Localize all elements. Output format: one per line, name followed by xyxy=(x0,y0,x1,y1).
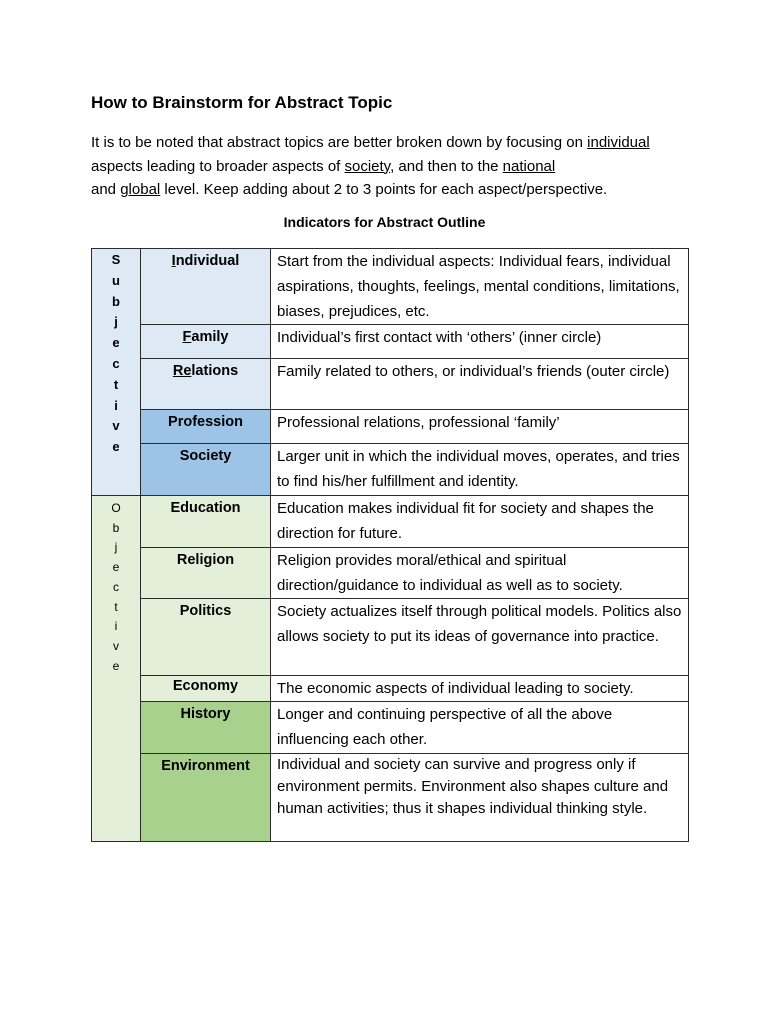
description-cell: Start from the individual aspects: Individual fears, individual aspirations, thoughts, feelings, mental conditions, limitations, biases, prejudices, etc. xyxy=(271,249,689,325)
intro-text: It is to be noted that abstract topics are better broken down by focusing on xyxy=(91,134,588,151)
table-row xyxy=(92,548,689,599)
indicator-cell xyxy=(141,325,271,359)
indicator-label: Environment xyxy=(161,758,250,774)
indicator-cell xyxy=(141,359,271,410)
indicator-label: History xyxy=(180,706,231,722)
description-cell: Education makes individual fit for society and shapes the direction for future. xyxy=(271,496,689,548)
indicator-label: Politics xyxy=(179,603,232,619)
side-label-letter: b xyxy=(112,293,120,309)
indicator-cell xyxy=(141,444,271,496)
side-label-letter: c xyxy=(113,579,119,594)
description-cell: Professional relations, professional ‘family’ xyxy=(271,410,689,444)
table-row xyxy=(92,496,689,548)
description-cell: Individual’s first contact with ‘others’ (inner circle) xyxy=(271,325,689,359)
side-label-letter: v xyxy=(113,638,119,653)
intro-text: and xyxy=(91,181,121,198)
indicator-cell xyxy=(141,249,271,325)
side-label-letter: c xyxy=(112,355,120,371)
underlined-term-national: national xyxy=(502,157,556,175)
side-label-letter: e xyxy=(112,560,120,575)
side-label-letter: i xyxy=(114,397,118,413)
underlined-term-global: global xyxy=(120,181,161,198)
side-label-letter: b xyxy=(112,520,120,535)
side-label-letter: j xyxy=(114,540,118,555)
indicator-cell xyxy=(141,410,271,444)
description-cell: The economic aspects of individual leading to society. xyxy=(271,676,689,702)
description-cell: Individual and society can survive and progress only if environment permits. Environment also shapes culture and human activities; thus it shapes individual thinking style. xyxy=(271,754,689,842)
indicator-cell xyxy=(141,702,271,754)
indicator-cell xyxy=(141,548,271,599)
side-label-letter: t xyxy=(114,599,118,614)
side-label-letter: t xyxy=(113,376,119,392)
indicator-cell xyxy=(141,599,271,676)
indicator-cell xyxy=(141,676,271,702)
table-row xyxy=(92,676,689,702)
side-label-letter: S xyxy=(111,252,121,267)
underlined-term-individual: individual xyxy=(587,134,650,151)
underlined-term-society: society xyxy=(344,157,391,175)
table-row xyxy=(92,754,689,842)
side-label-letter: j xyxy=(114,314,118,330)
indicator-label: Society xyxy=(179,448,232,464)
indicator-label: Individual xyxy=(171,253,240,269)
indicator-label: Education xyxy=(170,500,241,516)
table-row xyxy=(92,325,689,359)
side-label-letter: e xyxy=(112,658,120,673)
indicator-label: Religion xyxy=(176,552,235,568)
description-cell: Society actualizes itself through political models. Politics also allows society to put its ideas of governance into practice. xyxy=(271,599,689,676)
table-row xyxy=(92,249,689,325)
table-row xyxy=(92,702,689,754)
side-label-letter: v xyxy=(112,418,120,434)
intro-text: , and then to the xyxy=(390,157,503,175)
table-row xyxy=(92,444,689,496)
side-label-letter: e xyxy=(112,439,120,455)
intro-paragraph xyxy=(91,131,691,202)
table-row xyxy=(92,359,689,410)
indicator-label: Profession xyxy=(168,414,243,430)
description-cell: Longer and continuing perspective of all the above influencing each other. xyxy=(271,702,689,754)
indicator-label: Family xyxy=(182,329,229,345)
indicators-table xyxy=(91,248,689,842)
page-title: How to Brainstorm for Abstract Topic xyxy=(91,93,393,112)
subjective-side-label xyxy=(92,249,141,496)
side-label-letter: e xyxy=(112,335,120,351)
description-cell: Family related to others, or individual’s friends (outer circle) xyxy=(271,359,689,410)
description-cell: Religion provides moral/ethical and spiritual direction/guidance to individual as well as to society. xyxy=(271,548,689,599)
side-label-letter: O xyxy=(111,501,121,515)
indicator-label: Relations xyxy=(172,363,239,379)
table-row xyxy=(92,599,689,676)
table-row xyxy=(92,410,689,444)
side-label-letter: u xyxy=(112,272,120,288)
intro-text: level. Keep adding about 2 to 3 points for each aspect/perspective. xyxy=(160,181,608,198)
indicator-label: Economy xyxy=(172,678,239,694)
table-caption: Indicators for Abstract Outline xyxy=(283,214,486,230)
objective-side-label xyxy=(92,496,141,842)
intro-text: aspects leading to broader aspects of xyxy=(91,157,345,175)
indicator-cell xyxy=(141,754,271,842)
side-label-letter: i xyxy=(114,619,118,634)
description-cell: Larger unit in which the individual moves, operates, and tries to find his/her fulfillment and identity. xyxy=(271,444,689,496)
indicator-cell xyxy=(141,496,271,548)
